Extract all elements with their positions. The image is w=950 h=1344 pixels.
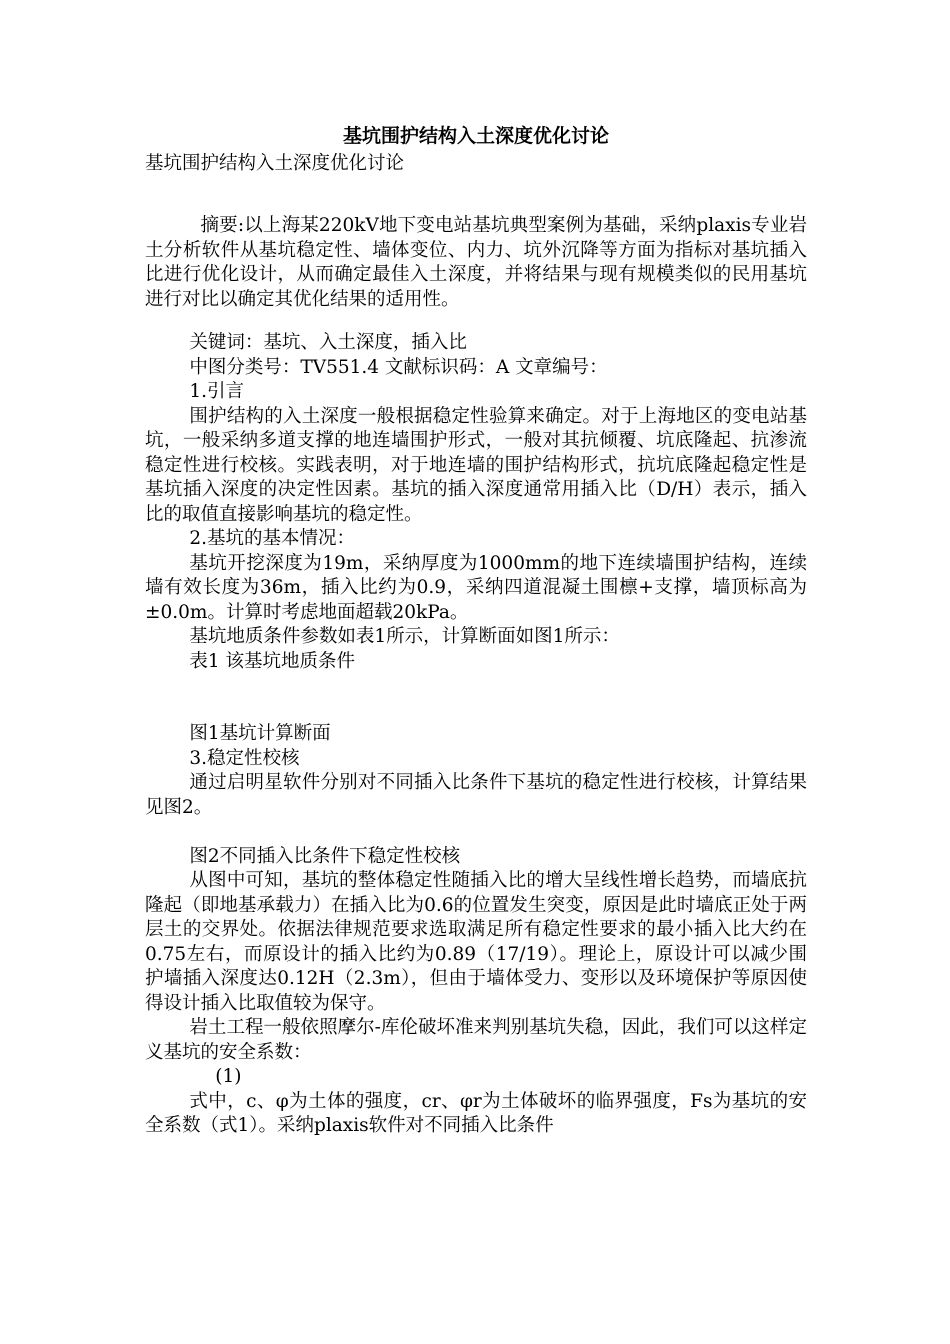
table1-caption: 表1 该基坑地质条件 (189, 650, 356, 672)
document-subtitle: 基坑围护结构入土深度优化讨论 (145, 153, 405, 174)
formula-paragraph: 式中，c、φ为土体的强度，cr、φr为土体破坏的临界强度，Fs为基坑的安全系数（式1）。采纳plaxis软件对不同插入比条件 (145, 1090, 807, 1136)
stability-paragraph: 通过启明星软件分别对不同插入比条件下基坑的稳定性进行校核，计算结果见图2。 (145, 772, 807, 818)
table1-placeholder (145, 674, 807, 722)
document-title: 基坑围护结构入土深度优化讨论 (342, 125, 609, 147)
intro-paragraph: 围护结构的入土深度一般根据稳定性验算来确定。对于上海地区的变电站基坑，一般采纳多道支撑的地连墙围护形式，一般对其抗倾覆、坑底隆起、抗渗流稳定性进行校核。实践表明，对于地连墙的围护结构形式，抗坑底隆起稳定性是基坑插入深度的决定性因素。基坑的插入深度通常用插入比（D/H）表示，插入比的取值直接影响基坑的稳定性。 (145, 405, 807, 525)
equation-label: (1) (215, 1066, 242, 1087)
basic-heading: 2.基坑的基本情况： (189, 528, 356, 549)
figure2-caption: 图2不同插入比条件下稳定性校核 (189, 845, 461, 867)
document-page (145, 120, 807, 1139)
abstract-paragraph: 摘要:以上海某220kV地下变电站基坑典型案例为基础，采纳plaxis专业岩土分析软件从基坑稳定性、墙体变位、内力、坑外沉降等方面为指标对基坑插入比进行优化设计，从而确定最佳入土深度，并将结果与现有规模类似的民用基坑进行对比以确定其优化结果的适用性。 (145, 215, 807, 310)
safety-paragraph: 岩土工程一般依照摩尔-库伦破坏准来判别基坑失稳，因此，我们可以这样定义基坑的安全系数： (145, 1017, 807, 1063)
basic-paragraph: 基坑开挖深度为19m，采纳厚度为1000mm的地下连续墙围护结构，连续墙有效长度为36m，插入比约为0.9，采纳四道混凝土围檩+支撑，墙顶标高为±0.0m。计算时考虑地面超载20kPa。 (145, 552, 807, 623)
stability-heading: 3.稳定性校核 (189, 747, 300, 769)
classification-line: 中图分类号：TV551.4 文献标识码：A 文章编号： (189, 356, 608, 378)
figure1-caption: 图1基坑计算断面 (189, 723, 331, 744)
spacer (145, 177, 807, 202)
keywords-line: 关键词：基坑、入土深度，插入比 (189, 332, 467, 353)
spacer (145, 312, 807, 331)
geology-paragraph: 基坑地质条件参数如表1所示，计算断面如图1所示： (189, 626, 620, 647)
analysis-paragraph: 从图中可知，基坑的整体稳定性随插入比的增大呈线性增长趋势，而墙底抗隆起（即地基承载力）在插入比为0.6的位置发生突变，原因是此时墙底正处于两层土的交界处。依据法律规范要求选取满足所有稳定性要求的最小插入比大约在0.75左右，而原设计的插入比约为0.89（17/19）。理论上，原设计可以减少围护墙插入深度达0.12H（2.3m），但由于墙体受力、变形以及环境保护等原因使得设计插入比取值较为保守。 (145, 870, 807, 1014)
figure2-placeholder (145, 820, 807, 845)
intro-heading: 1.引言 (189, 381, 245, 402)
